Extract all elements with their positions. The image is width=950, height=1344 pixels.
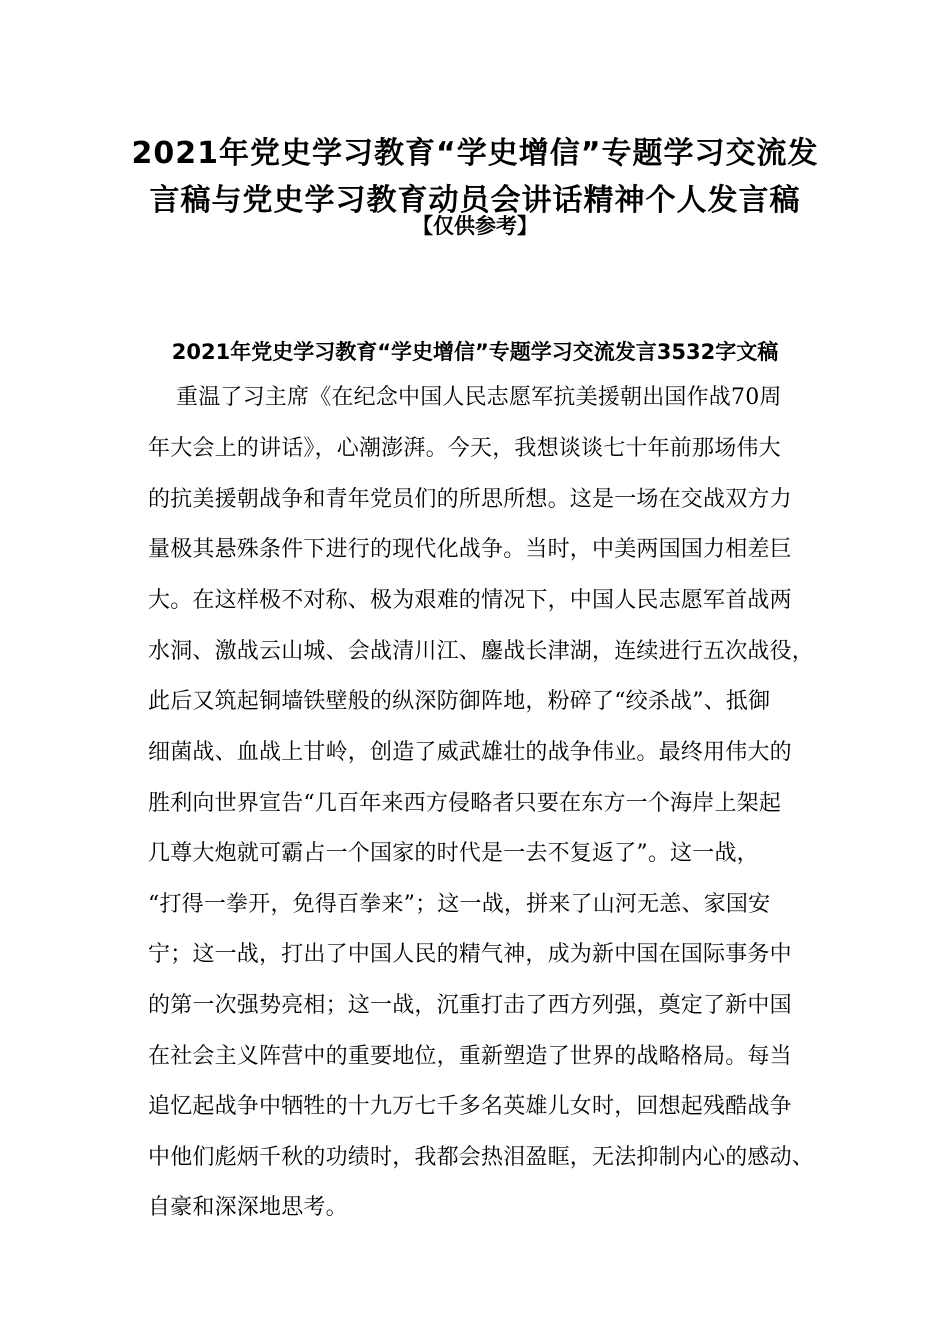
paragraph-line: 大。在这样极不对称、极为艰难的情况下，中国人民志愿军首战两 [148,588,792,613]
paragraph-line: 自豪和深深地思考。 [148,1195,348,1220]
paragraph-line: 在社会主义阵营中的重要地位，重新塑造了世界的战略格局。每当 [148,1044,792,1069]
reference-note: 【仅供参考】 [412,214,538,238]
paragraph-line: 此后又筑起铜墙铁壁般的纵深防御阵地，粉碎了“绞杀战”、抵御 [148,689,771,714]
paragraph-line: 年大会上的讲话》，心潮澎湃。今天，我想谈谈七十年前那场伟大 [148,436,781,461]
document-title-line-1: 2021年党史学习教育“学史增信”专题学习交流发 [131,136,819,171]
paragraph-line: 追忆起战争中牺牲的十九万七千多名英雄儿女时，回想起残酷战争 [148,1094,792,1119]
paragraph-line: 宁；这一战，打出了中国人民的精气神，成为新中国在国际事务中 [148,942,792,967]
paragraph-line: 中他们彪炳千秋的功绩时，我都会热泪盈眶，无法抑制内心的感动、 [148,1145,815,1170]
paragraph-line: “打得一拳开，免得百拳来”；这一战，拼来了山河无恙、家国安 [148,892,771,917]
paragraph-line: 胜利向世界宣告“几百年来西方侵略者只要在东方一个海岸上架起 [148,791,782,816]
paragraph-line: 的第一次强势亮相；这一战，沉重打击了西方列强，奠定了新中国 [148,993,792,1018]
section-heading: 2021年党史学习教育“学史增信”专题学习交流发言3532字文稿 [171,340,779,364]
paragraph-line: 重温了习主席《在纪念中国人民志愿军抗美援朝出国作战70周 [176,385,782,410]
paragraph-line: 几尊大炮就可霸占一个国家的时代是一去不复返了”。这一战， [148,841,759,866]
paragraph-line: 量极其悬殊条件下进行的现代化战争。当时，中美两国国力相差巨 [148,537,792,562]
paragraph-line: 的抗美援朝战争和青年党员们的所思所想。这是一场在交战双方力 [148,487,792,512]
paragraph-line: 水洞、激战云山城、会战清川江、鏖战长津湖，连续进行五次战役， [148,639,815,664]
paragraph-line: 细菌战、血战上甘岭，创造了威武雄壮的战争伟业。最终用伟大的 [148,740,792,765]
document-title-line-2: 言稿与党史学习教育动员会讲话精神个人发言稿 [149,183,801,218]
